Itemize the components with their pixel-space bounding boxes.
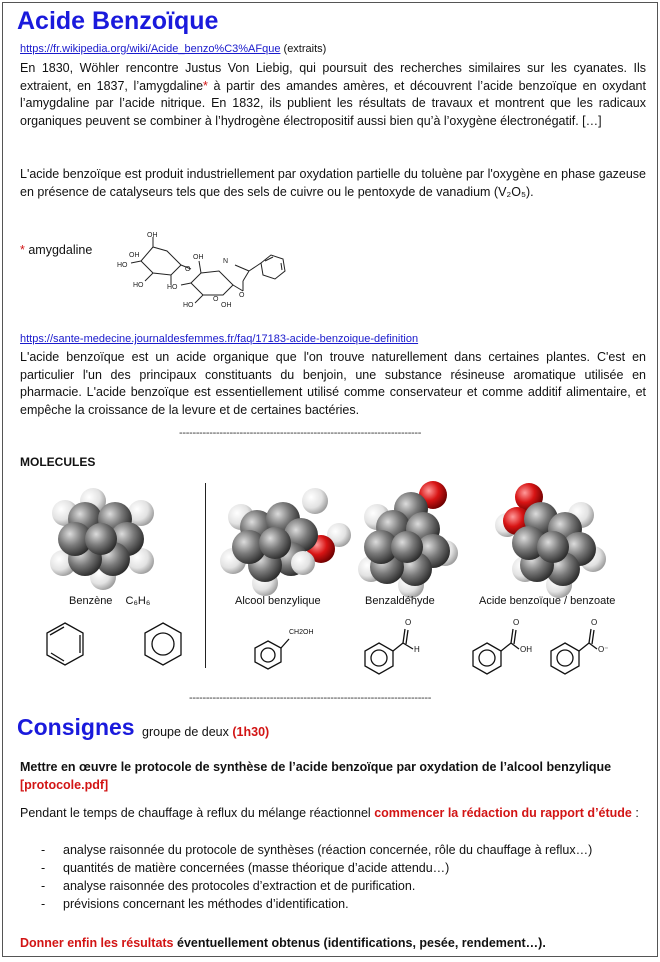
list-item: - prévisions concernant les méthodes d’identification. [33, 895, 592, 913]
benzene-model [50, 488, 154, 590]
molecules-heading: MOLECULES [20, 455, 96, 469]
amygdaline-label: * amygdaline [20, 243, 93, 257]
wikipedia-link[interactable]: https://fr.wikipedia.org/wiki/Acide_benzo%C3%AFque [20, 43, 281, 55]
benzoate-skeletal [551, 643, 579, 674]
final-instruction: Donner enfin les résultats éventuellement obtenus (identifications, pesée, rendement…). [20, 936, 546, 950]
svg-text:OH: OH [221, 302, 232, 309]
benzoic-o-label: O [513, 618, 520, 627]
ch2oh-label: CH2OH [289, 629, 314, 636]
svg-text:N: N [223, 258, 229, 265]
page-title: Acide Benzoïque [17, 7, 219, 35]
footnote-star: * [203, 78, 208, 93]
space-filling-models [3, 473, 660, 603]
svg-text:HO: HO [117, 262, 128, 269]
benzoic-acid-caption: Acide benzoïque / benzoate [479, 595, 616, 607]
svg-text:OH: OH [129, 252, 140, 259]
list-item: - analyse raisonnée des protocoles d’extraction et de purification. [33, 877, 592, 895]
svg-text:HO: HO [133, 282, 144, 289]
definition-paragraph: L'acide benzoïque est un acide organique que l'on trouve naturellement dans certaines plantes. C'est en particulier l'un des principaux constituants du benjoin, une substance résineuse aromatique utilisée en pharmacie. L'acide benzoïque est essentiellement utilisé comme conservateur et comme additif alimentaire, et empêche la croissance de la levure et de certaines bactéries. [20, 350, 646, 417]
benzene-kekule [47, 623, 83, 665]
benzoic-acid-model [495, 483, 606, 598]
benzoic-oh-label: OH [520, 645, 532, 654]
benzoic-acid-skeletal [473, 643, 501, 674]
svg-text:O: O [185, 266, 191, 273]
svg-text:O: O [213, 296, 219, 303]
consignes-heading: Consignes [17, 714, 135, 740]
svg-text:HO: HO [167, 284, 178, 291]
divider-bottom: ------------------------------------------------------------------------ [189, 692, 432, 704]
svg-text:O: O [239, 292, 245, 299]
benzyl-alcohol-skeletal [255, 641, 281, 669]
extract-note: (extraits) [283, 43, 327, 55]
benzoate-o-label: O [591, 618, 598, 627]
document-page [2, 2, 658, 957]
list-item: - quantités de matière concernées (masse théorique d’acide attendu…) [33, 859, 592, 877]
svg-text:OH: OH [193, 254, 204, 261]
skeletal-formulas [3, 611, 660, 681]
protocol-link[interactable]: [protocole.pdf] [20, 778, 109, 792]
svg-text:HO: HO [183, 302, 194, 309]
benzaldehyde-h-label: H [414, 645, 420, 654]
sante-medecine-link[interactable]: https://sante-medecine.journaldesfemmes.fr/faq/17183-acide-benzoique-definition [20, 333, 419, 345]
benzaldehyde-skeletal [365, 643, 393, 674]
benzaldehyde-model [358, 481, 458, 598]
industrial-paragraph: L'acide benzoïque est produit industriellement par oxydation partielle du toluène par l'oxygène en phase gazeuse en présence de catalyseurs tels que des sels de cuivre ou le pentoxyde de vanadium (V₂O₅). [20, 167, 646, 199]
benzyl-alcohol-caption: Alcool benzylique [235, 595, 321, 607]
benzyl-alcohol-model [220, 488, 351, 596]
sante-source [20, 333, 418, 345]
benzaldehyde-caption: Benzaldéhyde [365, 595, 435, 607]
consignes-subtitle: groupe de deux (1h30) [142, 725, 270, 739]
report-checklist [33, 841, 592, 913]
benzoate-ominus-label: O⁻ [598, 645, 609, 654]
benzene-aromatic [145, 623, 181, 665]
report-intro: Pendant le temps de chauffage à reflux du mélange réactionnel commencer la rédaction du rapport d’étude : [20, 806, 639, 820]
svg-text:OH: OH [147, 232, 158, 239]
amygdaline-structure [111, 229, 301, 309]
task-statement: Mettre en œuvre le protocole de synthèse de l’acide benzoïque par oxydation de l’alcool benzylique [20, 760, 612, 774]
list-item: - analyse raisonnée du protocole de synthèses (réaction concernée, rôle du chauffage à reflux…) [33, 841, 592, 859]
divider-top: ------------------------------------------------------------------------ [179, 427, 422, 439]
wikipedia-source [20, 43, 326, 55]
history-paragraph: En 1830, Wöhler rencontre Justus Von Liebig, qui poursuit des recherches similaires sur les cyanates. Ils extraient, en 1837, l’amygdaline* à partir des amandes amères, et découvrent l’acide benzoïque en oxydant l’amygdaline par l’acide nitrique. En 1832, ils publient les résultats de travaux et montrent que les radicaux organiques peuvent se combiner à l’hydrogène électropositif aussi bien qu’à l’oxygène électronégatif. […] [20, 61, 646, 128]
benzaldehyde-o-label: O [405, 618, 412, 627]
benzene-caption: Benzène C₆H₆ [69, 595, 151, 607]
